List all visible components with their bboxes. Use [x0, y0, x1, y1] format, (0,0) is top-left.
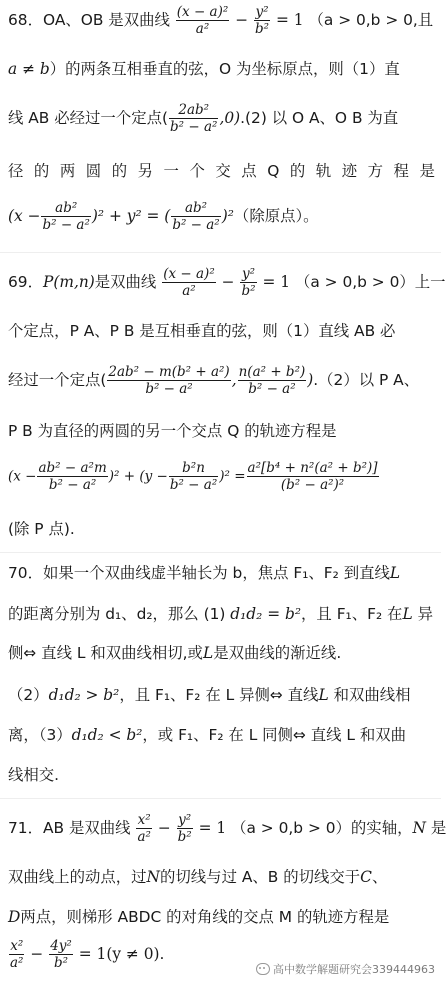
p69-line-5 [8, 460, 435, 493]
text: 经过一个定点( [8, 371, 107, 389]
operator: − [235, 11, 249, 29]
text: 侧⇔ 直线 L 和双曲线相切,或 [8, 644, 203, 662]
p70-line-2 [8, 603, 435, 625]
fraction [254, 4, 270, 37]
p68-line-1 [8, 4, 435, 37]
equation: = 1 [198, 819, 227, 837]
text: 的切线与过 A、B 的切线交于 [160, 868, 361, 886]
math: N [412, 819, 426, 837]
denominator: a² [195, 21, 210, 37]
numerator: ab² [41, 200, 90, 217]
math: C [360, 868, 372, 886]
math: )² = [219, 468, 246, 485]
numerator: (x − a)² [163, 266, 215, 282]
char: 程 [393, 162, 409, 180]
fraction [136, 812, 151, 845]
equation: = 1 [275, 11, 304, 29]
equation: = 1 [262, 273, 291, 291]
numerator: 2ab² [169, 102, 218, 119]
fraction [247, 460, 379, 493]
numerator: x² [10, 938, 24, 954]
fraction [9, 938, 24, 971]
char: 径 [8, 162, 24, 180]
p69-line-6 [8, 518, 435, 540]
numerator: ab² − a²m [38, 460, 107, 476]
wechat-icon [256, 963, 270, 975]
fraction [37, 460, 107, 493]
equation: = 1(y ≠ 0) [78, 945, 160, 963]
p70-line-3 [8, 642, 435, 664]
fraction [49, 938, 73, 971]
numerator: y² [241, 266, 256, 282]
section-divider [0, 552, 441, 553]
fraction [169, 102, 218, 135]
char: 另 [137, 162, 154, 180]
fraction [41, 200, 90, 233]
fraction [162, 266, 216, 299]
math: d₁d₂ < b² [71, 726, 143, 744]
text: .（2）以 P A、 [313, 371, 420, 389]
text: 离，（3） [8, 726, 72, 744]
numerator: n(a² + b²) [238, 364, 306, 380]
numerator: (x − a)² [176, 4, 229, 20]
text: 和双曲线相 [333, 686, 411, 704]
text: ，且 F₁、F₂ 在 [301, 605, 403, 623]
denominator: b² [53, 955, 69, 971]
math: L [202, 644, 214, 662]
math: (x − [8, 207, 41, 225]
denominator: b² − a² [169, 477, 218, 493]
math: ,0) [219, 109, 241, 127]
text: （a > 0,b > 0,且 [308, 11, 434, 29]
p70-line-1 [8, 562, 435, 584]
text: 、 [371, 868, 388, 886]
p68-line-5 [8, 200, 435, 233]
math: (x − [8, 468, 37, 485]
fraction [240, 266, 256, 299]
text: 是 [430, 819, 446, 837]
char: 方 [367, 162, 384, 180]
fraction [171, 200, 220, 233]
math: L [402, 605, 413, 623]
char: 的 [289, 162, 306, 180]
denominator: a² [182, 283, 196, 299]
math: P(m,n) [42, 273, 95, 291]
text: 两点，则梯形 ABDC 的对角线的交点 M 的轨迹方程是 [20, 908, 390, 926]
text: 双曲线上的动点，过 [8, 868, 147, 886]
text: P B 为直径的两圆的另一个交点 Q 的轨迹方程是 [8, 422, 337, 440]
char: 的 [111, 162, 128, 180]
text: .(2) 以 O A、O B 为直 [240, 109, 399, 127]
text: （2） [8, 686, 49, 704]
text: 是双曲线 [94, 273, 157, 291]
char: Q [267, 162, 280, 180]
watermark-text: 高中数学解题研究会339444963 [273, 963, 435, 976]
math: L [318, 686, 329, 704]
numerator: ab² [171, 200, 220, 217]
math: , [231, 371, 237, 389]
text: 异 [417, 605, 433, 623]
text: 71．AB 是双曲线 [8, 819, 131, 837]
p68-line-3 [8, 102, 435, 135]
fraction [107, 364, 230, 397]
char: 两 [59, 162, 76, 180]
p70-line-6 [8, 764, 435, 786]
text: ）的两条互相垂直的弦，O 为坐标原点，则（1）直 [49, 60, 400, 78]
numerator: y² [255, 4, 269, 20]
operator: − [157, 819, 171, 837]
char: 是 [419, 162, 435, 180]
text: 69． [8, 273, 43, 291]
char: 的 [33, 162, 50, 180]
p69-line-4 [8, 420, 435, 442]
p68-line-2 [8, 58, 435, 80]
char: 轨 [315, 162, 332, 180]
math: d₁d₂ > b² [48, 686, 120, 704]
operator: − [221, 273, 235, 291]
text: 68．OA、OB 是双曲线 [8, 11, 170, 29]
text: 的距离分别为 d₁、d₂，那么 (1) [8, 605, 226, 623]
numerator: 4y² [50, 938, 72, 954]
text: （a > 0,b > 0）上一 [294, 273, 446, 291]
denominator: b² [241, 283, 256, 299]
text: 线相交. [8, 766, 60, 784]
char: 个 [189, 162, 205, 180]
math: a ≠ b [8, 60, 50, 78]
char: 迹 [341, 162, 358, 180]
fraction [238, 364, 307, 397]
denominator: b² [177, 829, 192, 845]
denominator: a² [10, 955, 24, 971]
denominator: b² [255, 21, 270, 37]
numerator: b²n [169, 460, 218, 477]
math: )² [221, 207, 234, 225]
math: )² + y² = ( [91, 207, 171, 225]
p68-line-4 [8, 160, 435, 182]
fraction [176, 4, 230, 37]
fraction [177, 812, 193, 845]
p69-line-1 [8, 266, 446, 299]
p69-line-2 [8, 320, 435, 342]
math: L [389, 564, 401, 582]
numerator: a²[b⁴ + n²(a² + b²)] [247, 460, 378, 476]
operator: − [30, 945, 44, 963]
denominator: b² − a² [170, 119, 218, 135]
fraction [169, 460, 218, 493]
numerator: y² [178, 812, 192, 828]
text: （a > 0,b > 0）的实轴， [231, 819, 413, 837]
p71-line-2 [8, 866, 435, 888]
denominator: b² − a² [248, 381, 296, 397]
text: 是双曲线的渐近线. [213, 644, 342, 662]
denominator: b² − a² [42, 217, 90, 233]
numerator: 2ab² − m(b² + a²) [108, 364, 230, 380]
math: N [146, 868, 160, 886]
math: D [8, 908, 21, 926]
text: ，且 F₁、F₂ 在 L 异侧⇔ 直线 [119, 686, 319, 704]
p70-line-5 [8, 724, 435, 746]
p69-line-3 [8, 364, 435, 397]
section-divider [0, 252, 441, 253]
text: 线 AB 必经过一个定点( [8, 109, 169, 127]
math: ) [307, 371, 314, 389]
denominator: b² − a² [145, 381, 193, 397]
char: 交 [215, 162, 231, 180]
denominator: (b² − a²)² [280, 477, 345, 493]
math: d₁d₂ = b² [230, 605, 302, 623]
text: 个定点，P A、P B 是互相垂直的弦，则（1）直线 AB 必 [8, 322, 396, 340]
char: 点 [241, 162, 257, 180]
text: . [159, 945, 165, 963]
text: ，或 F₁、F₂ 在 L 同侧⇔ 直线 L 和双曲 [142, 726, 407, 744]
text: (除 P 点). [8, 520, 75, 538]
denominator: a² [137, 829, 151, 845]
denominator: b² − a² [48, 477, 97, 493]
char: 一 [163, 162, 179, 180]
numerator: x² [137, 812, 151, 828]
watermark [256, 961, 435, 977]
math: )² + (y − [108, 468, 168, 485]
text: 70．如果一个双曲线虚半轴长为 b，焦点 F₁、F₂ 到直线 [8, 564, 390, 582]
p70-line-4 [8, 684, 435, 706]
p71-line-3 [8, 906, 435, 928]
section-divider [0, 798, 441, 799]
denominator: b² − a² [172, 217, 220, 233]
text: （除原点）。 [233, 207, 319, 225]
char: 圆 [85, 162, 102, 180]
p71-line-1 [8, 812, 446, 845]
